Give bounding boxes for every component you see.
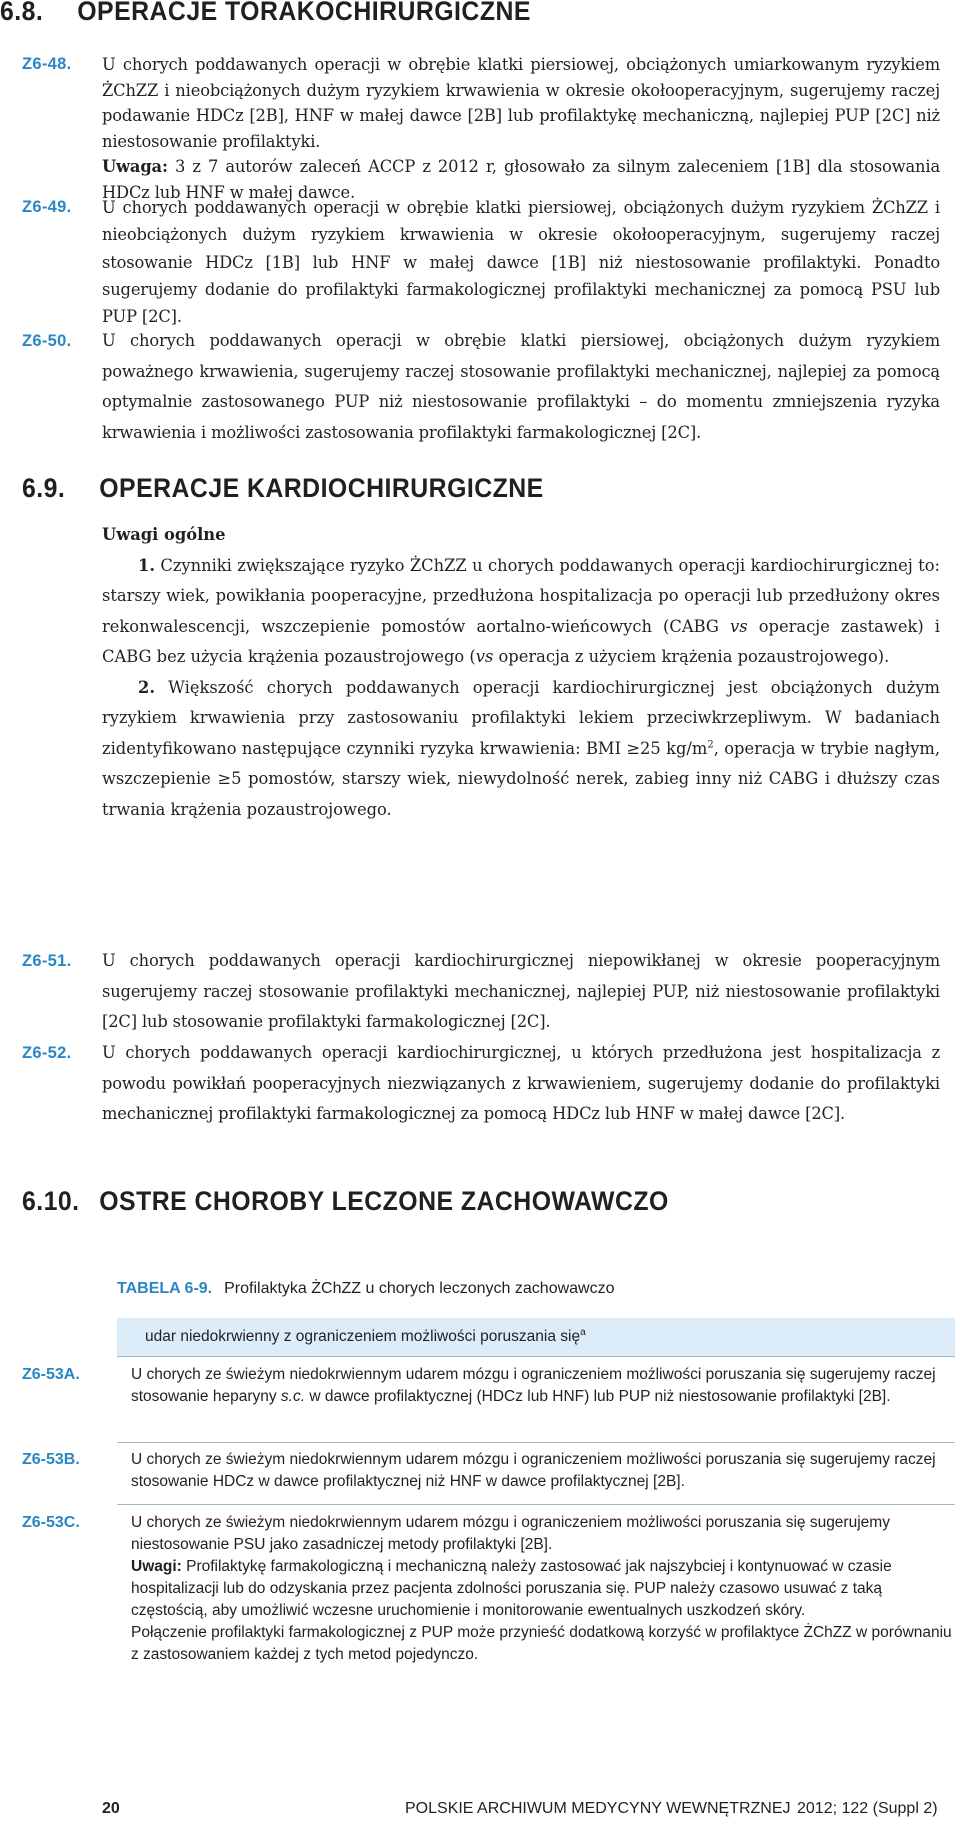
table-header bbox=[117, 1318, 955, 1356]
superscript: 2 bbox=[707, 739, 714, 751]
general-remarks-heading: Uwagi ogólne bbox=[102, 525, 226, 544]
note-text: Profilaktykę farmakologiczną i mechaniczną należy zastosować jak najszybciej i kontynuować w czasie hospitalizacji lub do odzyskania przez pacjenta zdolności poruszania się. PUP należy czasowo usuwać z taką częstością, aby umożliwić wczesne uruchomienie i monitorowanie ewentualnych uszkodzeń skóry. bbox=[131, 1558, 892, 1619]
section-number: 6.10. bbox=[22, 1186, 80, 1216]
table-cell bbox=[131, 1364, 955, 1408]
recommendation-code: Z6-53A. bbox=[22, 1366, 80, 1383]
section-number: 6.9. bbox=[22, 473, 66, 503]
recommendation-code: Z6-51. bbox=[22, 952, 72, 970]
remark-text: Większość chorych poddawanych operacji kardiochirurgicznej jest obciążonych dużym ryzykiem krwawienia przy zastosowaniu profilaktyki lekiem przeciwkrzepliwym. W badaniach zidentyfikowano następujące czynniki ryzyka krwawienia: BMI ≥25 kg/m bbox=[102, 677, 940, 758]
table-row-z6-53c bbox=[22, 1512, 955, 1666]
table-title: Profilaktyka ŻChZZ u chorych leczonych zachowawczo bbox=[224, 1280, 615, 1297]
recommendation-z6-51 bbox=[22, 946, 940, 1038]
table-caption bbox=[117, 1280, 615, 1298]
note-label: Uwaga: bbox=[102, 157, 168, 176]
table-cell bbox=[131, 1512, 955, 1666]
table-row-z6-53b bbox=[22, 1449, 955, 1493]
table-label: TABELA 6-9. bbox=[117, 1280, 213, 1297]
note-text: Połączenie profilaktyki farmakologicznej z PUP może przynieść dodatkową korzyść w profilaktyce ŻChZZ w porównaniu z zastosowaniem każdej z tych metod pojedynczo. bbox=[131, 1624, 952, 1663]
remark-text: , operacja w trybie nagłym, wszczepienie ≥5 pomostów, starszy wiek, niewydolność nerek, zabieg inny niż CABG i dłuższy czas trwania krążenia pozaustrojowego. bbox=[102, 738, 941, 819]
section-title: OSTRE CHOROBY LECZONE ZACHOWAWCZO bbox=[99, 1186, 669, 1216]
remark-italic: vs bbox=[475, 647, 494, 666]
cell-text: w dawce profilaktycznej (HDCz lub HNF) lub PUP niż niestosowanie profilaktyki [2B]. bbox=[305, 1388, 891, 1405]
recommendation-text: U chorych poddawanych operacji kardiochirurgicznej, u których przedłużona jest hospitalizacja z powodu powikłań pooperacyjnych niezwiązanych z krwawieniem, sugerujemy dodanie do profilaktyki mechanicznej profilaktyki farmakologicznej za pomocą HDCz lub HNF w małej dawce [2C]. bbox=[102, 1043, 940, 1123]
table-header-label: udar niedokrwienny z ograniczeniem możliwości poruszania się bbox=[145, 1328, 581, 1345]
recommendation-z6-50 bbox=[22, 326, 940, 448]
recommendation-text: U chorych poddawanych operacji w obrębie klatki piersiowej, obciążonych dużym ryzykiem ŻChZZ i nieobciążonych dużym ryzykiem krwawienia w okresie okołooperacyjnym, sugerujemy raczej stosowanie HDCz [1B] lub HNF w małej dawce [1B] niż niestosowanie profilaktyki. Ponadto sugerujemy dodanie do profilaktyki farmakologicznej profilaktyki mechanicznej za pomocą PSU lub PUP [2C]. bbox=[102, 198, 940, 327]
remark-number: 2. bbox=[138, 677, 155, 697]
recommendation-code: Z6-53B. bbox=[22, 1451, 80, 1468]
remark-number: 1. bbox=[138, 555, 155, 575]
section-heading-6-10 bbox=[22, 1186, 669, 1217]
recommendation-code: Z6-53C. bbox=[22, 1514, 80, 1531]
table-row-z6-53a bbox=[22, 1364, 955, 1408]
table-divider bbox=[117, 1442, 955, 1443]
recommendation-z6-49 bbox=[22, 194, 940, 330]
recommendation-z6-48 bbox=[22, 52, 940, 205]
recommendation-body: U chorych poddawanych operacji w obrębie klatki piersiowej, obciążonych umiarkowanym ryzykiem ŻChZZ i nieobciążonych dużym ryzykiem krwawienia w okresie okołooperacyjnym, sugerujemy raczej podawanie HDCz [2B], HNF w małej dawce [2B] lub profilaktykę mechaniczną, najlepiej PUP [2C] niż niestosowanie profilaktyki. bbox=[102, 55, 940, 151]
general-remark-2 bbox=[102, 673, 940, 826]
section-title: OPERACJE KARDIOCHIRURGICZNE bbox=[99, 473, 544, 503]
note-text: 3 z 7 autorów zaleceń ACCP z 2012 r, głosowało za silnym zaleceniem [1B] dla stosowania HDCz lub HNF w małej dawce. bbox=[102, 157, 940, 202]
table-divider bbox=[117, 1356, 955, 1357]
cell-text: U chorych ze świeżym niedokrwiennym udarem mózgu i ograniczeniem możliwości poruszania się sugerujemy raczej stosowanie heparyny bbox=[131, 1366, 936, 1405]
recommendation-code: Z6-48. bbox=[22, 55, 72, 73]
journal-issue: 2012; 122 (Suppl 2) bbox=[797, 1800, 938, 1817]
section-heading-6-8 bbox=[0, 0, 531, 27]
remark-text: operacja z użyciem krążenia pozaustrojowego). bbox=[493, 647, 890, 666]
journal-name: POLSKIE ARCHIWUM MEDYCYNY WEWNĘTRZNEJ bbox=[405, 1800, 791, 1817]
remark-text: operacje zastawek) i CABG bez użycia krążenia pozaustrojowego ( bbox=[102, 616, 941, 666]
recommendation-text bbox=[102, 52, 940, 205]
table-divider bbox=[117, 1504, 955, 1505]
general-remarks bbox=[102, 520, 940, 825]
remark-italic: vs bbox=[730, 616, 748, 636]
section-title: OPERACJE TORAKOCHIRURGICZNE bbox=[77, 0, 531, 26]
recommendation-code: Z6-49. bbox=[22, 198, 72, 216]
table-header-text bbox=[131, 1328, 586, 1346]
note-label: Uwagi: bbox=[131, 1558, 182, 1575]
recommendation-z6-52 bbox=[22, 1038, 940, 1130]
cell-text: U chorych ze świeżym niedokrwiennym udarem mózgu i ograniczeniem możliwości poruszania się sugerujemy niestosowanie PSU jako zasadniczej metody profilaktyki [2B]. bbox=[131, 1514, 890, 1553]
general-remark-1 bbox=[102, 551, 940, 673]
cell-italic: s.c. bbox=[280, 1388, 306, 1405]
recommendation-text: U chorych poddawanych operacji w obrębie klatki piersiowej, obciążonych dużym ryzykiem poważnego krwawienia, sugerujemy raczej stosowanie profilaktyki mechanicznej, najlepiej za pomocą optymalnie zastosowanego PUP niż niestosowanie profilaktyki – do momentu zmniejszenia ryzyka krwawienia i możliwości zastosowania profilaktyki farmakologicznej [2C]. bbox=[102, 331, 940, 442]
section-heading-6-9 bbox=[22, 473, 544, 504]
superscript: a bbox=[580, 1326, 586, 1338]
page-number: 20 bbox=[102, 1800, 120, 1817]
remark-text: Czynniki zwiększające ryzyko ŻChZZ u chorych poddawanych operacji kardiochirurgicznej to: starszy wiek, powikłania pooperacyjne, przedłużona hospitalizacja po operacji lub przedłużony okres rekonwalescencji, wszczepienie pomostów aortalno-wieńcowych (CABG bbox=[102, 555, 940, 636]
recommendation-code: Z6-52. bbox=[22, 1044, 72, 1062]
recommendation-code: Z6-50. bbox=[22, 332, 72, 350]
table-cell: U chorych ze świeżym niedokrwiennym udarem mózgu i ograniczeniem możliwości poruszania się sugerujemy raczej stosowanie HDCz w dawce profilaktycznej niż HNF w dawce profilaktycznej [2B]. bbox=[131, 1451, 936, 1490]
recommendation-text: U chorych poddawanych operacji kardiochirurgicznej niepowikłanej w okresie pooperacyjnym sugerujemy raczej stosowanie profilaktyki mechanicznej, najlepiej PUP, niż niestosowanie profilaktyki [2C] lub stosowanie profilaktyki farmakologicznej [2C]. bbox=[102, 951, 940, 1031]
section-number: 6.8. bbox=[0, 0, 44, 26]
